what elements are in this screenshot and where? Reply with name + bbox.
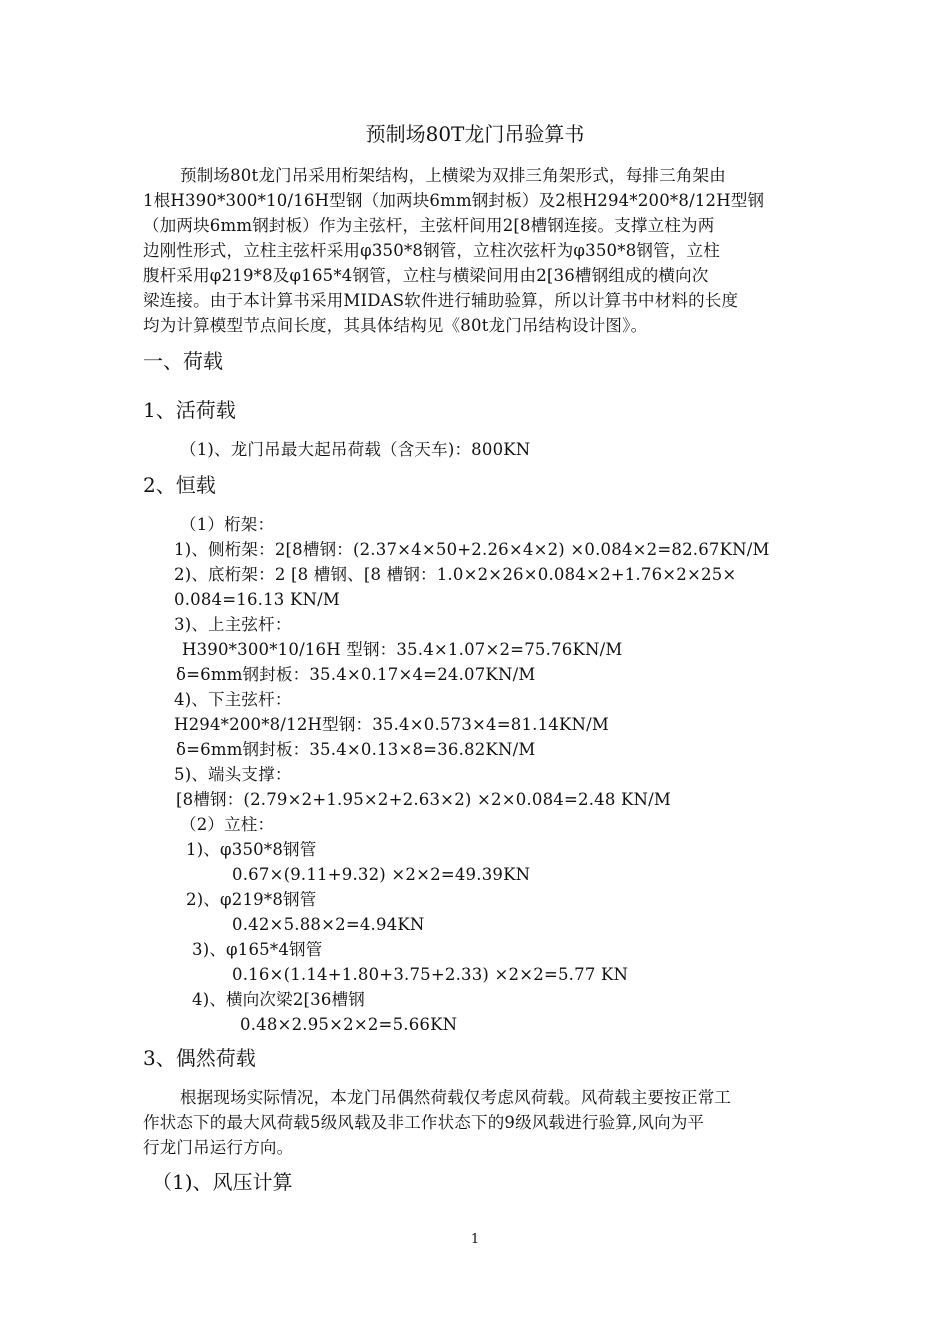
section-heading-accidental-load: 3、偶然荷载 [143,1046,256,1070]
page-number: 1 [470,1232,480,1247]
accidental-paragraph-line: 行龙门吊运行方向。 [143,1138,294,1157]
column-item-calc: 0.16×(1.14+1.80+3.75+2.33) ×2×2=5.77 KN [232,965,629,984]
column-heading: （2）立柱： [180,815,275,834]
accidental-paragraph-line: 作状态下的最大风荷载5级风载及非工作状态下的9级风载进行验算,风向为平 [143,1113,705,1132]
lower-chord-h-calc: H294*200*8/12H型钢：35.4×0.573×4=81.14KN/M [174,715,610,734]
section-heading-load: 一、荷载 [143,349,223,373]
upper-chord-heading: 3)、上主弦杆： [174,615,292,634]
section-heading-live-load: 1、活荷载 [143,398,236,422]
intro-line: （加两块6mm钢封板）作为主弦杆，主弦杆间用2[8槽钢连接。支撑立柱为两 [143,216,715,235]
end-support-calc: [8槽钢：(2.79×2+1.95×2+2.63×2) ×2×0.084=2.48 KN/M [176,790,671,809]
section-heading-dead-load: 2、恒载 [143,473,216,497]
column-item: 4)、横向次梁2[36槽钢 [192,990,365,1009]
lower-chord-heading: 4)、下主弦杆： [174,690,292,709]
intro-line: 预制场80t龙门吊采用桁架结构，上横梁为双排三角架形式，每排三角架由 [180,166,726,185]
truss-side-calc: 1)、侧桁架：2[8槽钢：(2.37×4×50+2.26×4×2) ×0.084×2=82.67KN/M [174,540,770,559]
live-load-item: （1)、龙门吊最大起吊荷载（含天车)：800KN [180,440,531,459]
column-item-calc: 0.42×5.88×2=4.94KN [232,915,425,934]
upper-chord-h-calc: H390*300*10/16H 型钢：35.4×1.07×2=75.76KN/M [182,640,623,659]
intro-line: 1根H390*300*10/16H型钢（加两块6mm钢封板）及2根H294*200*8/12H型钢 [143,191,765,210]
intro-line: 腹杆采用φ219*8及φ165*4钢管，立柱与横梁间用由2[36槽钢组成的横向次 [143,266,709,285]
lower-chord-plate-calc: δ=6mm钢封板：35.4×0.13×8=36.82KN/M [176,740,536,759]
document-title: 预制场80T龙门吊验算书 [365,122,585,146]
intro-line: 梁连接。由于本计算书采用MIDAS软件进行辅助验算，所以计算书中材料的长度 [143,291,739,310]
column-item: 3)、φ165*4钢管 [192,940,323,959]
column-item-calc: 0.67×(9.11+9.32) ×2×2=49.39KN [232,865,531,884]
intro-line: 均为计算模型节点间长度，其具体结构见《80t龙门吊结构设计图》。 [143,316,648,335]
upper-chord-plate-calc: δ=6mm钢封板：35.4×0.17×4=24.07KN/M [176,665,536,684]
truss-heading: （1）桁架： [180,515,275,534]
intro-line: 边刚性形式，立柱主弦杆采用φ350*8钢管，立柱次弦杆为φ350*8钢管，立柱 [143,241,720,260]
wind-pressure-heading: （1)、风压计算 [152,1170,293,1194]
column-item-calc: 0.48×2.95×2×2=5.66KN [240,1015,458,1034]
column-item: 1)、φ350*8钢管 [186,840,317,859]
accidental-paragraph-line: 根据现场实际情况，本龙门吊偶然荷载仅考虑风荷载。风荷载主要按正常工 [180,1088,732,1107]
truss-bottom-calc-cont: 0.084=16.13 KN/M [174,590,340,609]
truss-bottom-calc: 2)、底桁架：2 [8 槽钢、[8 槽钢：1.0×2×26×0.084×2+1.76×2×25× [174,565,737,584]
end-support-heading: 5)、端头支撑： [174,765,292,784]
column-item: 2)、φ219*8钢管 [186,890,317,909]
